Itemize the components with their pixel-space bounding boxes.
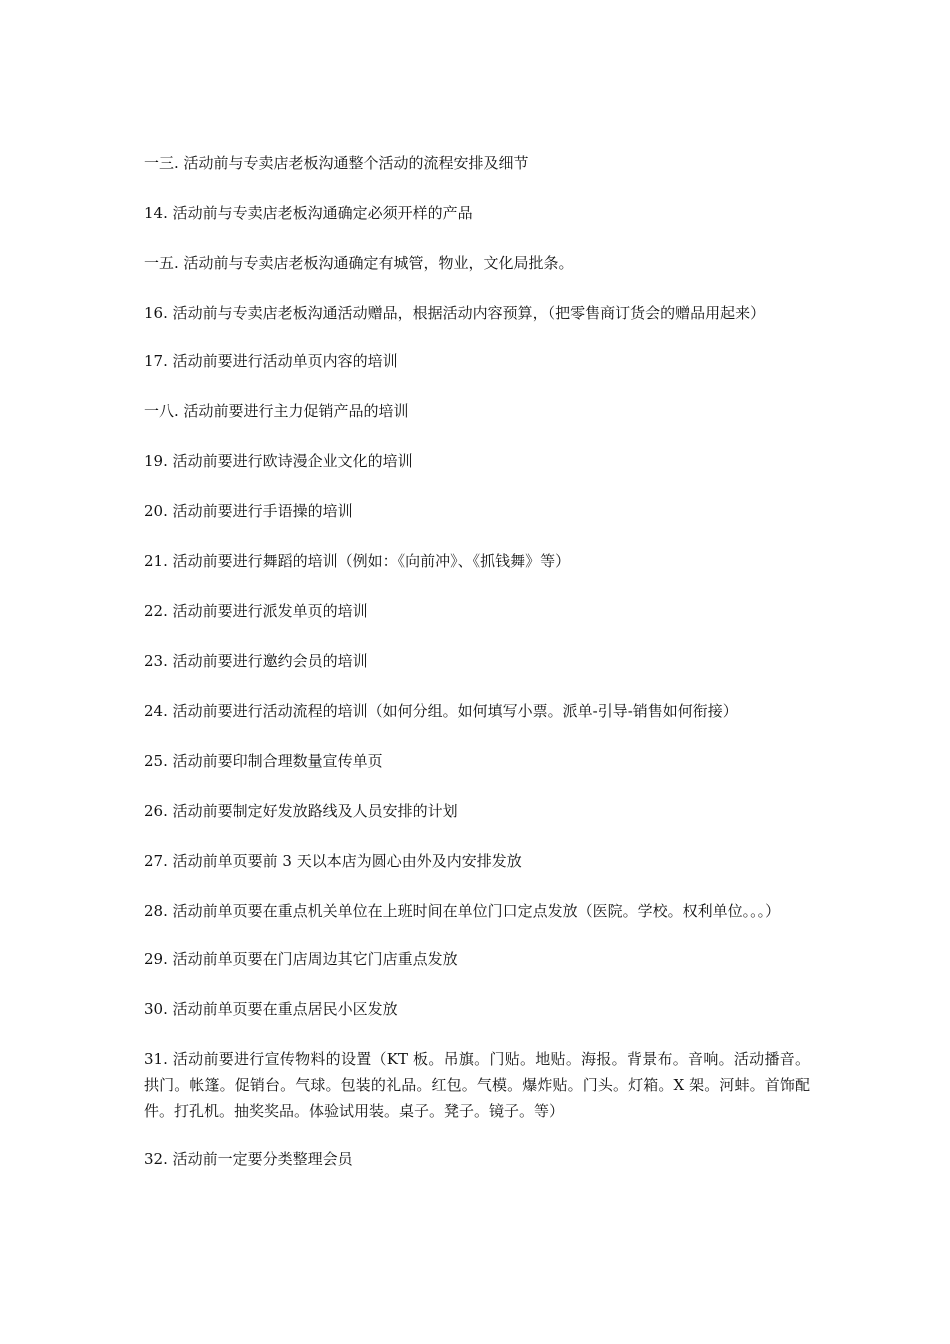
list-item-24: 24. 活动前要进行活动流程的培训（如何分组。如何填写小票。派单-引导-销售如何衔接）	[144, 702, 738, 720]
list-item-25: 25. 活动前要印制合理数量宣传单页	[144, 752, 383, 770]
list-item-26: 26. 活动前要制定好发放路线及人员安排的计划	[144, 802, 458, 820]
list-item-21: 21. 活动前要进行舞蹈的培训（例如：《向前冲》、《抓钱舞》等）	[144, 552, 571, 570]
list-item-18: 一八. 活动前要进行主力促销产品的培训	[144, 402, 409, 420]
list-item-29: 29. 活动前单页要在门店周边其它门店重点发放	[144, 950, 458, 968]
list-item-32: 32. 活动前一定要分类整理会员	[144, 1150, 353, 1168]
list-item-13: 一三. 活动前与专卖店老板沟通整个活动的流程安排及细节	[144, 154, 529, 172]
list-item-30: 30. 活动前单页要在重点居民小区发放	[144, 1000, 398, 1018]
list-item-15: 一五. 活动前与专卖店老板沟通确定有城管，物业，文化局批条。	[144, 254, 574, 272]
list-item-23: 23. 活动前要进行邀约会员的培训	[144, 652, 368, 670]
list-item-20: 20. 活动前要进行手语操的培训	[144, 502, 353, 520]
list-item-22: 22. 活动前要进行派发单页的培训	[144, 602, 368, 620]
list-item-19: 19. 活动前要进行欧诗漫企业文化的培训	[144, 452, 413, 470]
list-item-27: 27. 活动前单页要前 3 天以本店为圆心由外及内安排发放	[144, 852, 522, 870]
list-item-28: 28. 活动前单页要在重点机关单位在上班时间在单位门口定点发放（医院。学校。权利单位。。。）	[144, 902, 781, 920]
list-item-31: 31. 活动前要进行宣传物料的设置（KT 板。吊旗。门贴。地贴。海报。背景布。音响。活动播音。拱门。帐篷。促销台。气球。包装的礼品。红包。气模。爆炸贴。门头。灯箱。X 架。河蚌。首饰配件。打孔机。抽奖奖品。体验试用装。桌子。凳子。镜子。等）	[144, 1050, 810, 1120]
list-item-16: 16. 活动前与专卖店老板沟通活动赠品，根据活动内容预算，（把零售商订货会的赠品用起来）	[144, 304, 766, 322]
list-item-14: 14. 活动前与专卖店老板沟通确定必须开样的产品	[144, 204, 473, 222]
document-body	[144, 150, 810, 1196]
list-item-17: 17. 活动前要进行活动单页内容的培训	[144, 352, 398, 370]
